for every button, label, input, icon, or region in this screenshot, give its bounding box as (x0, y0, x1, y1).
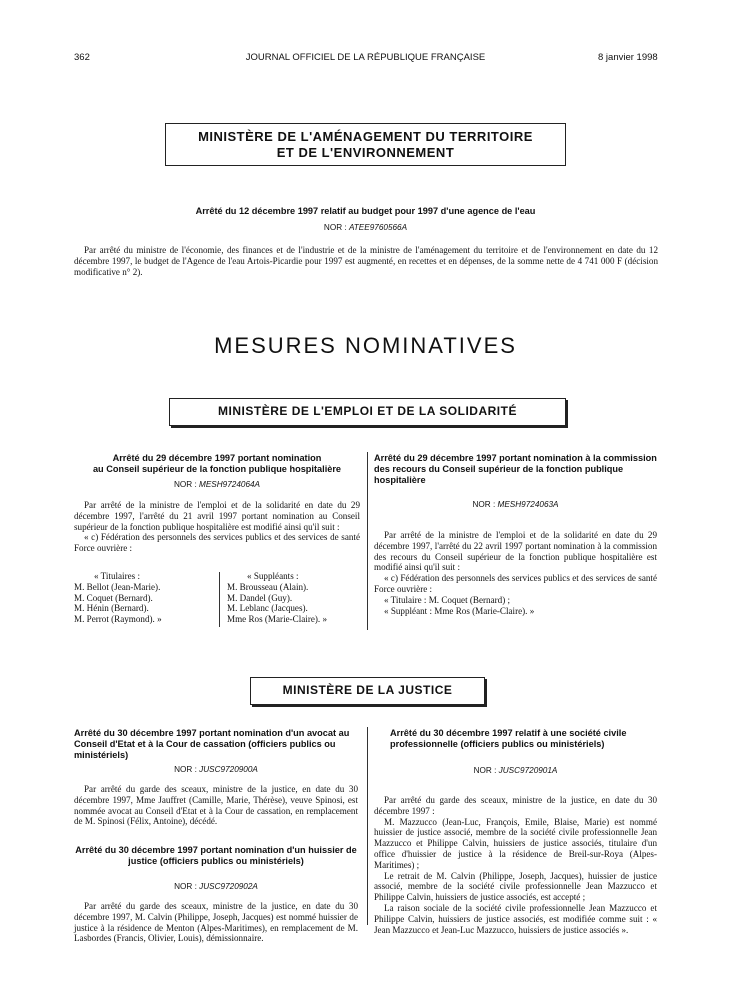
ministry-box-emploi: MINISTÈRE DE L'EMPLOI ET DE LA SOLIDARITÉ (169, 398, 566, 426)
list-item: M. Brousseau (Alain). (227, 581, 309, 592)
paragraph: M. Mazzucco (Jean-Luc, François, Emile, Blaise, Marie) est nommé huissier de justice associé, membre de la société civile professionnelle Jean Mazzucco et Philippe Calvin, huissiers de justice associés, titulaire d'un office d'huissier de justice à la résidence de Breil-sur-Roya (Alpes-Maritimes) ; (374, 816, 657, 870)
ministry-name-line1: MINISTÈRE DE L'AMÉNAGEMENT DU TERRITOIRE (198, 129, 533, 144)
nor-label: NOR : (174, 882, 197, 891)
list-item: Mme Ros (Marie-Claire). » (227, 614, 328, 625)
list-item: M. Leblanc (Jacques). (227, 603, 308, 614)
nor-code: ATEE9760566A (348, 223, 408, 232)
paragraph: « c) Fédération des personnels des services publics et des services de santé Force ouvrière : (374, 573, 657, 594)
paragraph: Par arrêté du ministre de l'économie, des finances et de l'industrie et de la ministre de l'aménagement du territoire et de l'environnement en date du 12 décembre 1997, le budget de l'Agence de l'eau Artois-Picardie pour 1997 est augmenté, en recettes et en dépenses, de la somme nette de 4 741 000 F (décision modificative n° 2). (74, 245, 658, 277)
list-item: M. Hénin (Bernard). (74, 603, 149, 614)
nor-reference (74, 765, 358, 774)
list-item: M. Bellot (Jean-Marie). (74, 581, 161, 592)
arrete-title-societe-civile: Arrêté du 30 décembre 1997 relatif à une société civile professionnelle (officiers publics ou ministériels) (390, 728, 627, 749)
paragraph: Par arrêté de la ministre de l'emploi et de la solidarité en date du 29 décembre 1997, l'arrêté du 22 avril 1997 portant nomination à la commission des recours du Conseil supérieur de la fonction publique hospitalière est modifié ainsi qu'il suit : (374, 530, 657, 573)
ministry-box-justice: MINISTÈRE DE LA JUSTICE (250, 677, 485, 705)
arrete-body-conseil-superieur (74, 500, 360, 554)
arrete-title-commission-recours: Arrêté du 29 décembre 1997 portant nomination à la commission des recours du Conseil supérieur de la fonction publique hospitalière (374, 453, 657, 485)
paragraph: Par arrêté du garde des sceaux, ministre de la justice, en date du 30 décembre 1997 : (374, 795, 657, 816)
nor-reference (0, 223, 731, 232)
ministry-name-line2: ET DE L'ENVIRONNEMENT (276, 145, 455, 160)
column-divider (367, 452, 368, 630)
arrete-title-budget: Arrêté du 12 décembre 1997 relatif au budget pour 1997 d'une agence de l'eau (195, 206, 536, 216)
page-number: 362 (74, 52, 90, 63)
list-item: M. Coquet (Bernard). (74, 592, 153, 603)
arrete-body-avocat (74, 784, 358, 827)
nor-code: JUSC9720901A (498, 766, 558, 775)
mesures-nominatives-heading: MESURES NOMINATIVES (214, 333, 517, 358)
title-line: Arrêté du 29 décembre 1997 portant nomination (112, 453, 322, 463)
suppleants-list (227, 571, 367, 625)
nor-reference (374, 766, 657, 775)
nor-label: NOR : (472, 500, 496, 509)
title-line: au Conseil supérieur de la fonction publique hospitalière (92, 464, 342, 474)
nor-code: MESH9724064A (199, 480, 261, 489)
paragraph: La raison sociale de la société civile professionnelle Jean Mazzucco et Philippe Calvin, huissiers de justice associés, est modifiée comme suit : « Jean Mazzucco et Jean-Luc Mazzucco, huissiers de justice associés ». (374, 902, 657, 935)
paragraph: Par arrêté du garde des sceaux, ministre de la justice, en date du 30 décembre 1997, M. Calvin (Philippe, Joseph, Jacques) est nommé huissier de justice à la résidence de Menton (Alpes-Maritimes), en remplacement de M. Lasbordes (Francis, Olivier, Louis), démissionnaire. (74, 901, 358, 944)
nor-label: NOR : (323, 223, 347, 232)
paragraph: « Suppléant : Mme Ros (Marie-Claire). » (384, 605, 535, 616)
arrete-title-conseil-superieur (74, 453, 360, 475)
paragraph: Par arrêté de la ministre de l'emploi et de la solidarité en date du 29 décembre 1997, l'arrêté du 21 avril 1997 portant nomination au Conseil supérieur de la fonction publique hospitalière est modifié ainsi qu'il suit : (74, 500, 360, 532)
nor-label: NOR : (174, 765, 197, 774)
arrete-body-commission-recours (374, 530, 657, 616)
nor-code: JUSC9720900A (199, 765, 258, 774)
list-item: M. Dandel (Guy). (227, 592, 293, 603)
ministry-box-amenagement (165, 123, 566, 166)
titulaires-heading: « Titulaires : (94, 571, 140, 581)
nor-reference (374, 500, 657, 509)
list-item: M. Perrot (Raymond). » (74, 614, 162, 625)
arrete-body-societe-civile (374, 795, 657, 935)
nor-code: JUSC9720902A (199, 882, 258, 891)
nor-code: MESH9724063A (497, 500, 559, 509)
nor-label: NOR : (473, 766, 497, 775)
journal-title: JOURNAL OFFICIEL DE LA RÉPUBLIQUE FRANÇAISE (245, 52, 486, 63)
paragraph: Le retrait de M. Calvin (Philippe, Joseph, Jacques), huissier de justice associé, membre de la société civile professionnelle Jean Mazzucco et Philippe Calvin, huissiers de justice associés, est accepté ; (374, 870, 657, 903)
paragraph: « c) Fédération des personnels des services publics et des services de santé Force ouvrière : (74, 532, 360, 554)
titulaires-list (74, 571, 214, 625)
nor-reference (74, 882, 358, 891)
suppleants-heading: « Suppléants : (247, 571, 299, 581)
arrete-title-huissier: Arrêté du 30 décembre 1997 portant nomination d'un huissier de justice (officiers publics ou ministériels) (75, 845, 357, 866)
column-divider (219, 572, 220, 627)
arrete-body-budget (74, 245, 658, 277)
arrete-body-huissier (74, 901, 358, 944)
issue-date: 8 janvier 1998 (598, 52, 658, 63)
column-divider (367, 727, 368, 925)
nor-label: NOR : (173, 480, 197, 489)
arrete-title-avocat: Arrêté du 30 décembre 1997 portant nomination d'un avocat au Conseil d'Etat et à la Cour de cassation (officiers publics ou ministériels) (74, 728, 350, 760)
nor-reference (74, 480, 360, 489)
paragraph: « Titulaire : M. Coquet (Bernard) ; (384, 594, 511, 605)
paragraph: Par arrêté du garde des sceaux, ministre de la justice, en date du 30 décembre 1997, Mme Jauffret (Camille, Marie, Thérèse), veuve Spinosi, est nommée avocat au Conseil d'Etat et à la Cour de cassation, en remplacement de M. Spinosi (Félix, Antoine), décédé. (74, 784, 358, 827)
